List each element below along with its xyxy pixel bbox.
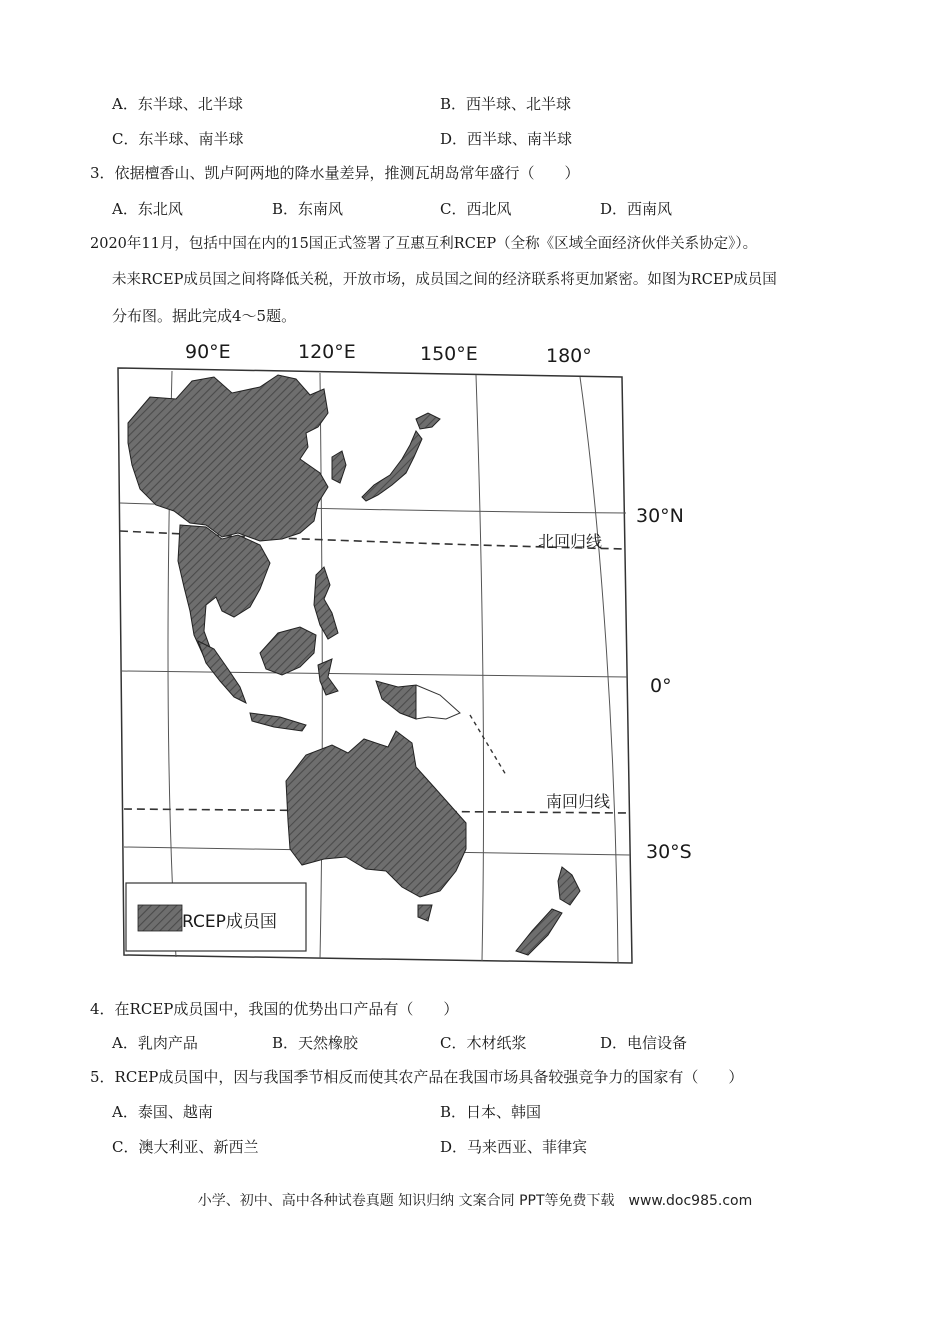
parallel-0 [122, 671, 628, 677]
borneo-shape [260, 627, 316, 675]
q3-option-c: C．西北风 [440, 200, 512, 218]
page-footer [0, 1190, 950, 1210]
q5-option-a: A．泰国、越南 [112, 1103, 213, 1121]
q4-option-b: B．天然橡胶 [272, 1034, 359, 1052]
q4-stem: 4．在RCEP成员国中，我国的优势出口产品有（ ） [90, 1000, 459, 1018]
indochina-shape [178, 525, 270, 673]
philippines-shape [314, 567, 338, 639]
china-shape [128, 375, 328, 541]
meridian-line [476, 375, 484, 961]
korea-shape [332, 451, 346, 483]
legend-label: RCEP成员国 [182, 912, 277, 932]
rcep-map [110, 335, 710, 975]
footer-url-link[interactable]: www.doc985.com [628, 1193, 753, 1209]
lon-label-180: 180° [546, 345, 592, 367]
lat-label-0: 0° [650, 675, 672, 697]
tropic-south-label: 南回归线 [546, 792, 611, 811]
q3-option-a: A．东北风 [112, 200, 183, 218]
q3-stem: 3．依据檀香山、凯卢阿两地的降水量差异，推测瓦胡岛常年盛行（ ） [90, 164, 580, 182]
japan-shape [362, 431, 422, 501]
tasmania-shape [418, 905, 432, 921]
lon-label-120e: 120°E [298, 341, 356, 363]
tropic-north-label: 北回归线 [538, 532, 603, 551]
q2-option-b: B．西半球、北半球 [440, 95, 572, 113]
new-zealand-south-shape [516, 909, 562, 955]
java-shape [250, 713, 306, 731]
papua-shape [376, 681, 416, 719]
lat-label-30n: 30°N [636, 505, 684, 527]
islands-chain [470, 715, 506, 775]
passage-line-2: 未来RCEP成员国之间将降低关税，开放市场，成员国之间的经济联系将更加紧密。如图为RCEP成员国 [112, 272, 777, 288]
q3-option-d: D．西南风 [600, 200, 673, 218]
sulawesi-shape [318, 659, 338, 695]
q2-option-c: C．东半球、南半球 [112, 130, 244, 148]
meridian-line [580, 377, 618, 963]
q5-stem: 5．RCEP成员国中，因与我国季节相反而使其农产品在我国市场具备较强竞争力的国家有（ ） [90, 1068, 744, 1086]
lon-label-150e: 150°E [420, 343, 478, 365]
hokkaido-shape [416, 413, 440, 429]
q2-option-d: D．西半球、南半球 [440, 130, 573, 148]
rcep-map-svg [110, 335, 710, 975]
q4-option-c: C．木材纸浆 [440, 1034, 527, 1052]
q3-option-b: B．东南风 [272, 200, 344, 218]
footer-text: 小学、初中、高中各种试卷真题 知识归纳 文案合同 PPT等免费下载 [197, 1193, 615, 1209]
q4-option-a: A．乳肉产品 [112, 1034, 198, 1052]
q5-option-c: C．澳大利亚、新西兰 [112, 1138, 259, 1156]
q2-option-a: A．东半球、北半球 [112, 95, 243, 113]
australia-shape [286, 731, 466, 897]
passage-line-3: 分布图。据此完成4～5题。 [112, 307, 297, 325]
new-zealand-north-shape [558, 867, 580, 905]
lon-label-90e: 90°E [185, 341, 231, 363]
q5-option-b: B．日本、韩国 [440, 1103, 542, 1121]
q4-option-d: D．电信设备 [600, 1034, 688, 1052]
png-outline [416, 685, 460, 719]
q5-option-d: D．马来西亚、菲律宾 [440, 1138, 588, 1156]
lat-label-30s: 30°S [646, 841, 692, 863]
legend-swatch [138, 905, 182, 931]
passage-line-1: 2020年11月，包括中国在内的15国正式签署了互惠互利RCEP（全称《区域全面经济伙伴关系协定》）。 [90, 236, 758, 252]
